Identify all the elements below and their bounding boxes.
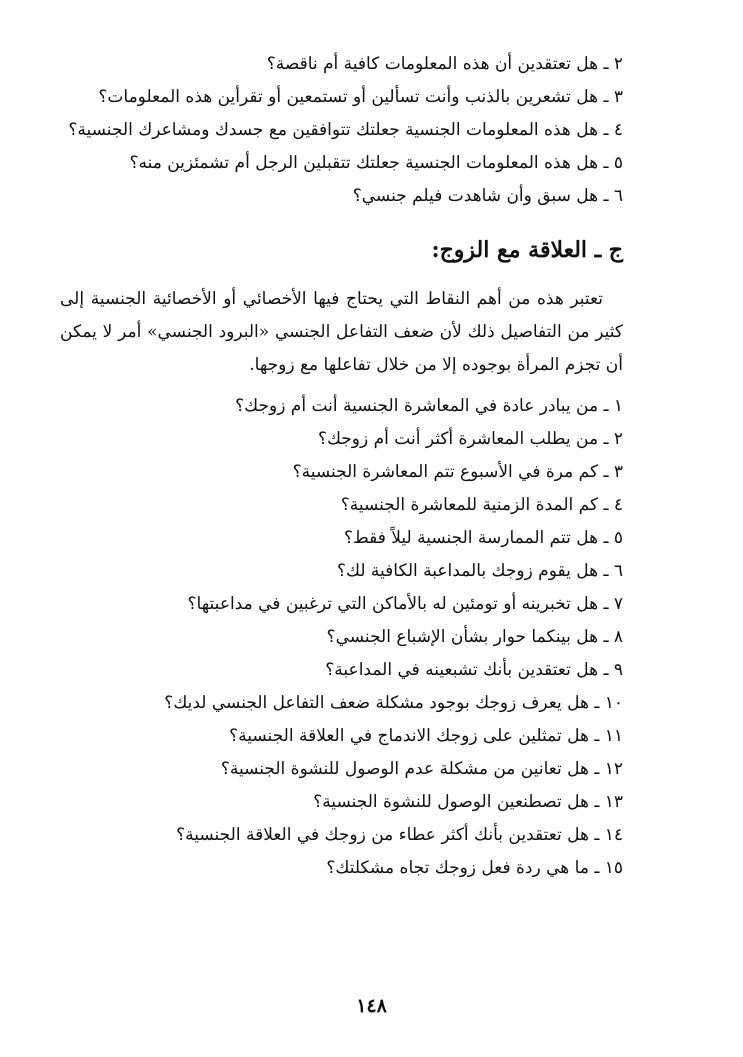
item-text: من يبادر عادة في المعاشرة الجنسية أنت أم زوجك؟ xyxy=(235,396,599,416)
item-separator: ـ xyxy=(598,429,614,449)
list-item xyxy=(60,654,623,687)
list-item xyxy=(60,720,623,753)
item-separator: ـ xyxy=(598,462,614,482)
list-item xyxy=(60,114,623,147)
item-number: ١٢ xyxy=(604,759,623,779)
list-item xyxy=(60,819,623,852)
list-item xyxy=(60,180,623,213)
item-text: هل تعتقدين بأنك أكثر عطاء من زوجك في العلاقة الجنسية؟ xyxy=(176,825,589,845)
item-number: ٣ xyxy=(613,462,623,482)
item-number: ٢ xyxy=(613,54,623,74)
item-number: ١٥ xyxy=(604,858,623,878)
list-item xyxy=(60,753,623,786)
item-number: ١١ xyxy=(604,726,623,746)
item-text: هل تصطنعين الوصول للنشوة الجنسية؟ xyxy=(313,792,589,812)
item-separator: ـ xyxy=(598,561,614,581)
list-item xyxy=(60,423,623,456)
list-item xyxy=(60,687,623,720)
question-list-a xyxy=(60,48,623,213)
item-number: ١٤ xyxy=(604,825,623,845)
list-item xyxy=(60,621,623,654)
section-intro: تعتبر هذه من أهم النقاط التي يحتاج فيها الأخصائي أو الأخصائية الجنسية إلى كثير من التفاصيل ذلك لأن ضعف التفاعل الجنسي «البرود الجنسي» أمر لا يمكن أن تجزم المرأة بوجوده إلا من خلال تفاعلها مع زوجها. xyxy=(60,289,623,375)
list-item xyxy=(60,147,623,180)
item-text: هل تمثلين على زوجك الاندماج في العلاقة الجنسية؟ xyxy=(229,726,589,746)
item-separator: ـ xyxy=(588,726,605,746)
item-number: ٣ xyxy=(613,87,623,107)
item-text: كم المدة الزمنية للمعاشرة الجنسية؟ xyxy=(340,495,599,515)
item-separator: ـ xyxy=(598,120,614,140)
item-text: هل هذه المعلومات الجنسية جعلتك تتوافقين مع جسدك ومشاعرك الجنسية؟ xyxy=(68,120,599,140)
item-text: هل تعانين من مشكلة عدم الوصول للنشوة الجنسية؟ xyxy=(220,759,589,779)
item-text: هل تتم الممارسة الجنسية ليلاً فقط؟ xyxy=(343,528,599,548)
item-separator: ـ xyxy=(598,495,614,515)
item-number: ١٣ xyxy=(604,792,623,812)
item-separator: ـ xyxy=(598,54,614,74)
list-item xyxy=(60,81,623,114)
item-text: هل بينكما حوار بشأن الإشباع الجنسي؟ xyxy=(326,627,599,647)
item-number: ٢ xyxy=(613,429,623,449)
item-text: من يطلب المعاشرة أكثر أنت أم زوجك؟ xyxy=(317,429,599,449)
item-text: هل تشعرين بالذنب وأنت تسألين أو تستمعين أو تقرأين هذه المعلومات؟ xyxy=(98,87,599,107)
item-separator: ـ xyxy=(598,396,614,416)
list-item xyxy=(60,786,623,819)
list-item xyxy=(60,390,623,423)
list-item xyxy=(60,588,623,621)
item-text: هل هذه المعلومات الجنسية جعلتك تتقبلين الرجل أم تشمئزين منه؟ xyxy=(129,153,599,173)
item-number: ٥ xyxy=(613,528,623,548)
item-text: هل يقوم زوجك بالمداعبة الكافية لك؟ xyxy=(336,561,599,581)
item-separator: ـ xyxy=(598,186,614,206)
item-number: ٩ xyxy=(613,660,623,680)
item-number: ١ xyxy=(613,396,623,416)
list-item xyxy=(60,852,623,885)
item-separator: ـ xyxy=(588,693,605,713)
item-number: ٨ xyxy=(613,627,623,647)
item-separator: ـ xyxy=(588,759,605,779)
section-heading: ج ـ العلاقة مع الزوج: xyxy=(431,237,623,263)
list-item xyxy=(60,522,623,555)
item-text: هل يعرف زوجك بوجود مشكلة ضعف التفاعل الجنسي لديك؟ xyxy=(164,693,589,713)
item-separator: ـ xyxy=(588,792,605,812)
item-text: كم مرة في الأسبوع تتم المعاشرة الجنسية؟ xyxy=(292,462,599,482)
item-number: ٥ xyxy=(613,153,623,173)
item-text: ما هي ردة فعل زوجك تجاه مشكلتك؟ xyxy=(326,858,589,878)
item-number: ٦ xyxy=(613,186,623,206)
item-text: هل سبق وأن شاهدت فيلم جنسي؟ xyxy=(352,186,599,206)
item-separator: ـ xyxy=(598,528,614,548)
list-item xyxy=(60,48,623,81)
item-separator: ـ xyxy=(588,858,605,878)
list-item xyxy=(60,555,623,588)
item-text: هل تخبرينه أو تومئين له بالأماكن التي ترغبين في مداعبتها؟ xyxy=(187,594,599,614)
item-number: ٤ xyxy=(613,495,623,515)
item-text: هل تعتقدين أن هذه المعلومات كافية أم ناقصة؟ xyxy=(266,54,599,74)
item-number: ٧ xyxy=(613,594,623,614)
item-separator: ـ xyxy=(598,660,614,680)
item-number: ٤ xyxy=(613,120,623,140)
item-separator: ـ xyxy=(598,627,614,647)
item-separator: ـ xyxy=(598,594,614,614)
question-list-b xyxy=(60,390,623,885)
list-item xyxy=(60,456,623,489)
item-separator: ـ xyxy=(598,87,614,107)
item-number: ١٠ xyxy=(604,693,623,713)
page-body xyxy=(60,48,623,885)
item-number: ٦ xyxy=(613,561,623,581)
page-number: ١٤٨ xyxy=(356,995,387,1017)
item-separator: ـ xyxy=(588,825,605,845)
list-item xyxy=(60,489,623,522)
item-separator: ـ xyxy=(598,153,614,173)
item-text: هل تعتقدين بأنك تشبعينه في المداعبة؟ xyxy=(325,660,599,680)
